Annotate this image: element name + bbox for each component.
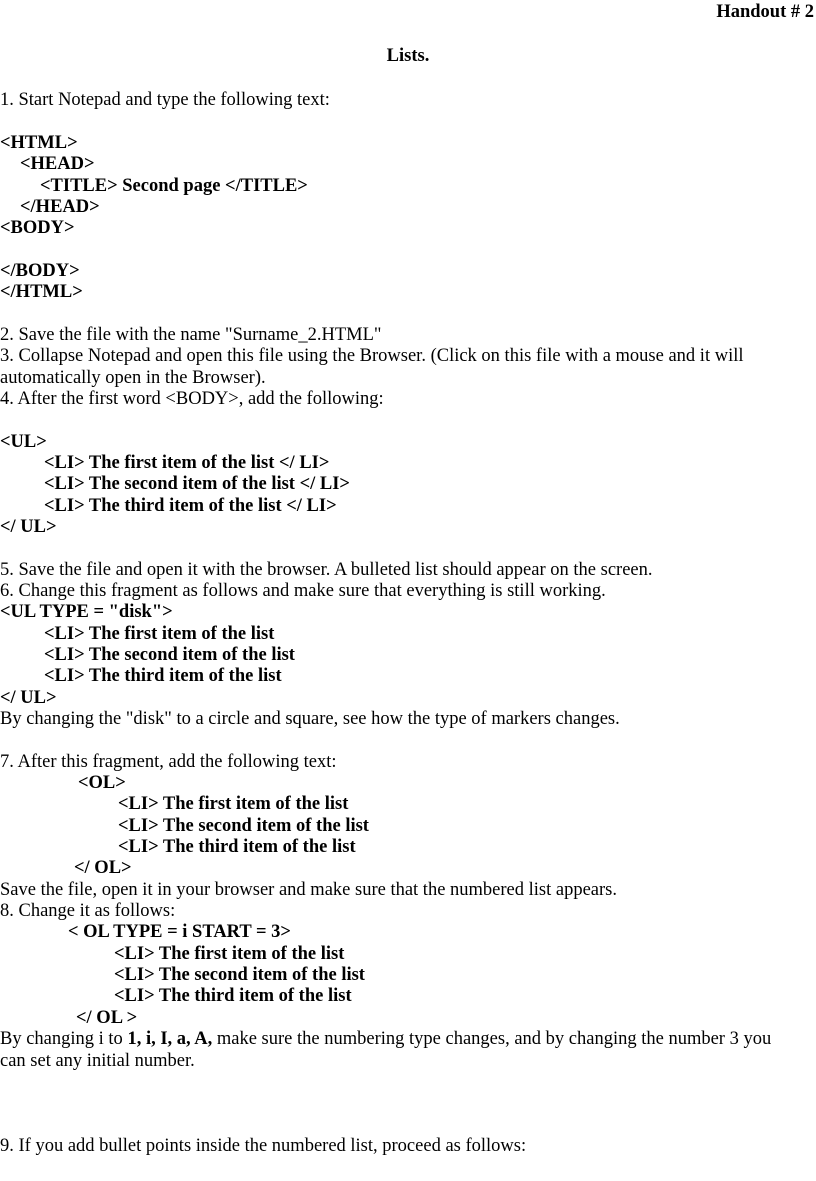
code-li-2: <LI> The second item of the list (44, 645, 295, 665)
code-li-1: <LI> The first item of the list (114, 944, 345, 964)
code-html-close: </HTML> (0, 282, 83, 302)
code-li-2: <LI> The second item of the list (114, 965, 365, 985)
step-7: 7. After this fragment, add the following text: (0, 752, 337, 772)
code-ol-close: </ OL> (74, 858, 132, 878)
code-li-3: <LI> The third item of the list (44, 666, 282, 686)
code-li-3: <LI> The third item of the list </ LI> (44, 496, 337, 516)
step-8-note-line-2: can set any initial number. (0, 1051, 195, 1071)
code-li-2: <LI> The second item of the list (118, 816, 369, 836)
code-ul-open: <UL> (0, 432, 47, 452)
code-ol-open: <OL> (78, 773, 126, 793)
step-3-line-2: automatically open in the Browser). (0, 368, 266, 388)
step-2: 2. Save the file with the name "Surname_2.HTML" (0, 325, 382, 345)
code-body-close: </BODY> (0, 261, 80, 281)
code-li-1: <LI> The first item of the list (44, 624, 275, 644)
code-html-open: <HTML> (0, 133, 78, 153)
step-8-note-text: By changing i to (0, 1029, 128, 1049)
code-li-3: <LI> The third item of the list (118, 837, 356, 857)
step-6-note: By changing the "disk" to a circle and square, see how the type of markers changes. (0, 709, 620, 729)
step-8-note-text: make sure the numbering type changes, and by changing the number 3 you (212, 1029, 772, 1049)
code-li-1: <LI> The first item of the list (118, 794, 349, 814)
code-head-close: </HEAD> (20, 197, 100, 217)
code-li-3: <LI> The third item of the list (114, 986, 352, 1006)
code-ol-close: </ OL > (76, 1008, 138, 1028)
code-ul-close: </ UL> (0, 688, 57, 708)
step-8-note-line-1 (0, 1029, 771, 1050)
code-li-2: <LI> The second item of the list </ LI> (44, 474, 350, 494)
step-9: 9. If you add bullet points inside the numbered list, proceed as follows: (0, 1136, 527, 1156)
code-body-open: <BODY> (0, 218, 75, 238)
code-ul-close: </ UL> (0, 517, 57, 537)
step-5: 5. Save the file and open it with the browser. A bulleted list should appear on the screen. (0, 560, 653, 580)
step-4: 4. After the first word <BODY>, add the following: (0, 389, 384, 409)
step-7-note: Save the file, open it in your browser and make sure that the numbered list appears. (0, 880, 617, 900)
code-li-1: <LI> The first item of the list </ LI> (44, 453, 330, 473)
step-6: 6. Change this fragment as follows and make sure that everything is still working. (0, 581, 606, 601)
code-ol-type-open: < OL TYPE = i START = 3> (68, 922, 291, 942)
page-title: Lists. (386, 46, 430, 66)
handout-number: Handout # 2 (716, 2, 814, 22)
step-3-line-1: 3. Collapse Notepad and open this file using the Browser. (Click on this file with a mouse and it will (0, 346, 744, 366)
code-head-open: <HEAD> (20, 154, 95, 174)
code-title: <TITLE> Second page </TITLE> (40, 176, 308, 196)
step-1: 1. Start Notepad and type the following text: (0, 90, 330, 110)
code-ul-type-open: <UL TYPE = "disk"> (0, 602, 173, 622)
step-8-note-bold: 1, i, I, a, A, (127, 1029, 213, 1049)
step-8: 8. Change it as follows: (0, 901, 176, 921)
